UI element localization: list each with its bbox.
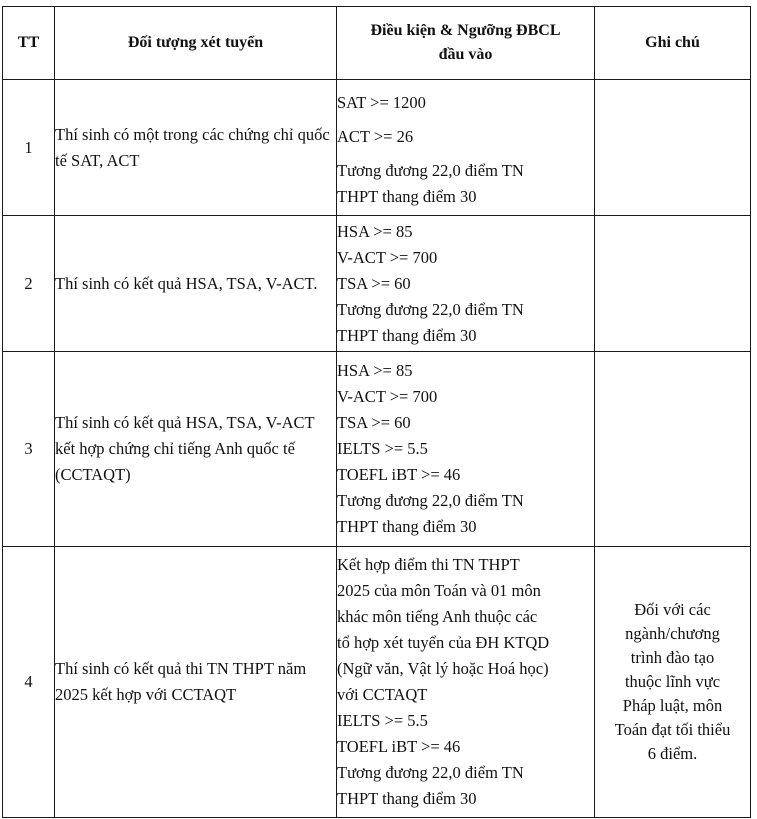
- note-line: Pháp luật, môn: [622, 696, 723, 715]
- condition-line: IELTS >= 5.5: [337, 439, 428, 458]
- header-note: Ghi chú: [595, 7, 751, 80]
- condition-line: V-ACT >= 700: [337, 387, 438, 406]
- condition-line: V-ACT >= 700: [337, 247, 438, 267]
- condition-line: THPT thang điểm 30: [337, 789, 477, 808]
- condition-line: HSA >= 85: [337, 361, 413, 380]
- row-conditions: [337, 547, 595, 818]
- condition-line: TOEFL iBT >= 46: [337, 737, 461, 756]
- table-row: [3, 216, 751, 352]
- condition-line: SAT >= 1200: [337, 92, 426, 112]
- admission-criteria-table: [2, 6, 751, 818]
- table-header-row: [3, 7, 751, 80]
- header-condition-line: Điều kiện & Ngưỡng ĐBCL: [370, 22, 561, 39]
- note-line: 6 điểm.: [647, 744, 698, 763]
- table-row: [3, 352, 751, 547]
- row-target: Thí sinh có kết quả HSA, TSA, V-ACT kết hợp chứng chỉ tiếng Anh quốc tế (CCTAQT): [55, 352, 337, 547]
- row-conditions: [337, 80, 595, 216]
- row-target: Thí sinh có một trong các chứng chỉ quốc tế SAT, ACT: [55, 80, 337, 216]
- condition-line: THPT thang điểm 30: [337, 325, 477, 345]
- row-conditions: [337, 216, 595, 352]
- row-target: Thí sinh có kết quả HSA, TSA, V-ACT.: [55, 216, 337, 352]
- note-line: Đối với các: [634, 600, 711, 619]
- condition-line: Kết hợp điểm thi TN THPT: [337, 555, 520, 574]
- condition-line: 2025 của môn Toán và 01 môn: [337, 581, 541, 600]
- note-line: trình đào tạo: [630, 648, 715, 667]
- condition-line: tổ hợp xét tuyển của ĐH KTQD: [337, 633, 550, 652]
- row-note: [595, 352, 751, 547]
- condition-line: TOEFL iBT >= 46: [337, 465, 461, 484]
- table-row: [3, 80, 751, 216]
- condition-line: (Ngữ văn, Vật lý hoặc Hoá học): [337, 659, 549, 678]
- condition-line: Tương đương 22,0 điểm TN: [337, 160, 524, 180]
- row-note: [595, 80, 751, 216]
- condition-line: TSA >= 60: [337, 413, 411, 432]
- condition-line: Tương đương 22,0 điểm TN: [337, 763, 524, 782]
- table-row: [3, 547, 751, 818]
- row-target: Thí sinh có kết quả thi TN THPT năm 2025 kết hợp với CCTAQT: [55, 547, 337, 818]
- header-condition-line: đầu vào: [438, 46, 493, 63]
- row-conditions: [337, 352, 595, 547]
- note-line: Toán đạt tối thiểu: [614, 720, 731, 739]
- condition-line: Tương đương 22,0 điểm TN: [337, 491, 524, 510]
- note-line: thuộc lĩnh vực: [624, 672, 721, 691]
- condition-line: THPT thang điểm 30: [337, 517, 477, 536]
- row-number: 1: [3, 80, 55, 216]
- row-number: 2: [3, 216, 55, 352]
- condition-line: ACT >= 26: [337, 126, 414, 146]
- row-number: 4: [3, 547, 55, 818]
- condition-line: THPT thang điểm 30: [337, 186, 477, 206]
- condition-line: HSA >= 85: [337, 221, 413, 241]
- condition-line: IELTS >= 5.5: [337, 711, 428, 730]
- condition-line: TSA >= 60: [337, 273, 411, 293]
- condition-line: khác môn tiếng Anh thuộc các: [337, 607, 538, 626]
- note-line: ngành/chương: [625, 624, 720, 643]
- row-note: [595, 547, 751, 818]
- header-condition: [337, 7, 595, 80]
- header-target: Đối tượng xét tuyển: [55, 7, 337, 80]
- row-note: [595, 216, 751, 352]
- condition-line: với CCTAQT: [337, 685, 428, 704]
- row-number: 3: [3, 352, 55, 547]
- condition-line: Tương đương 22,0 điểm TN: [337, 299, 524, 319]
- header-tt: TT: [3, 7, 55, 80]
